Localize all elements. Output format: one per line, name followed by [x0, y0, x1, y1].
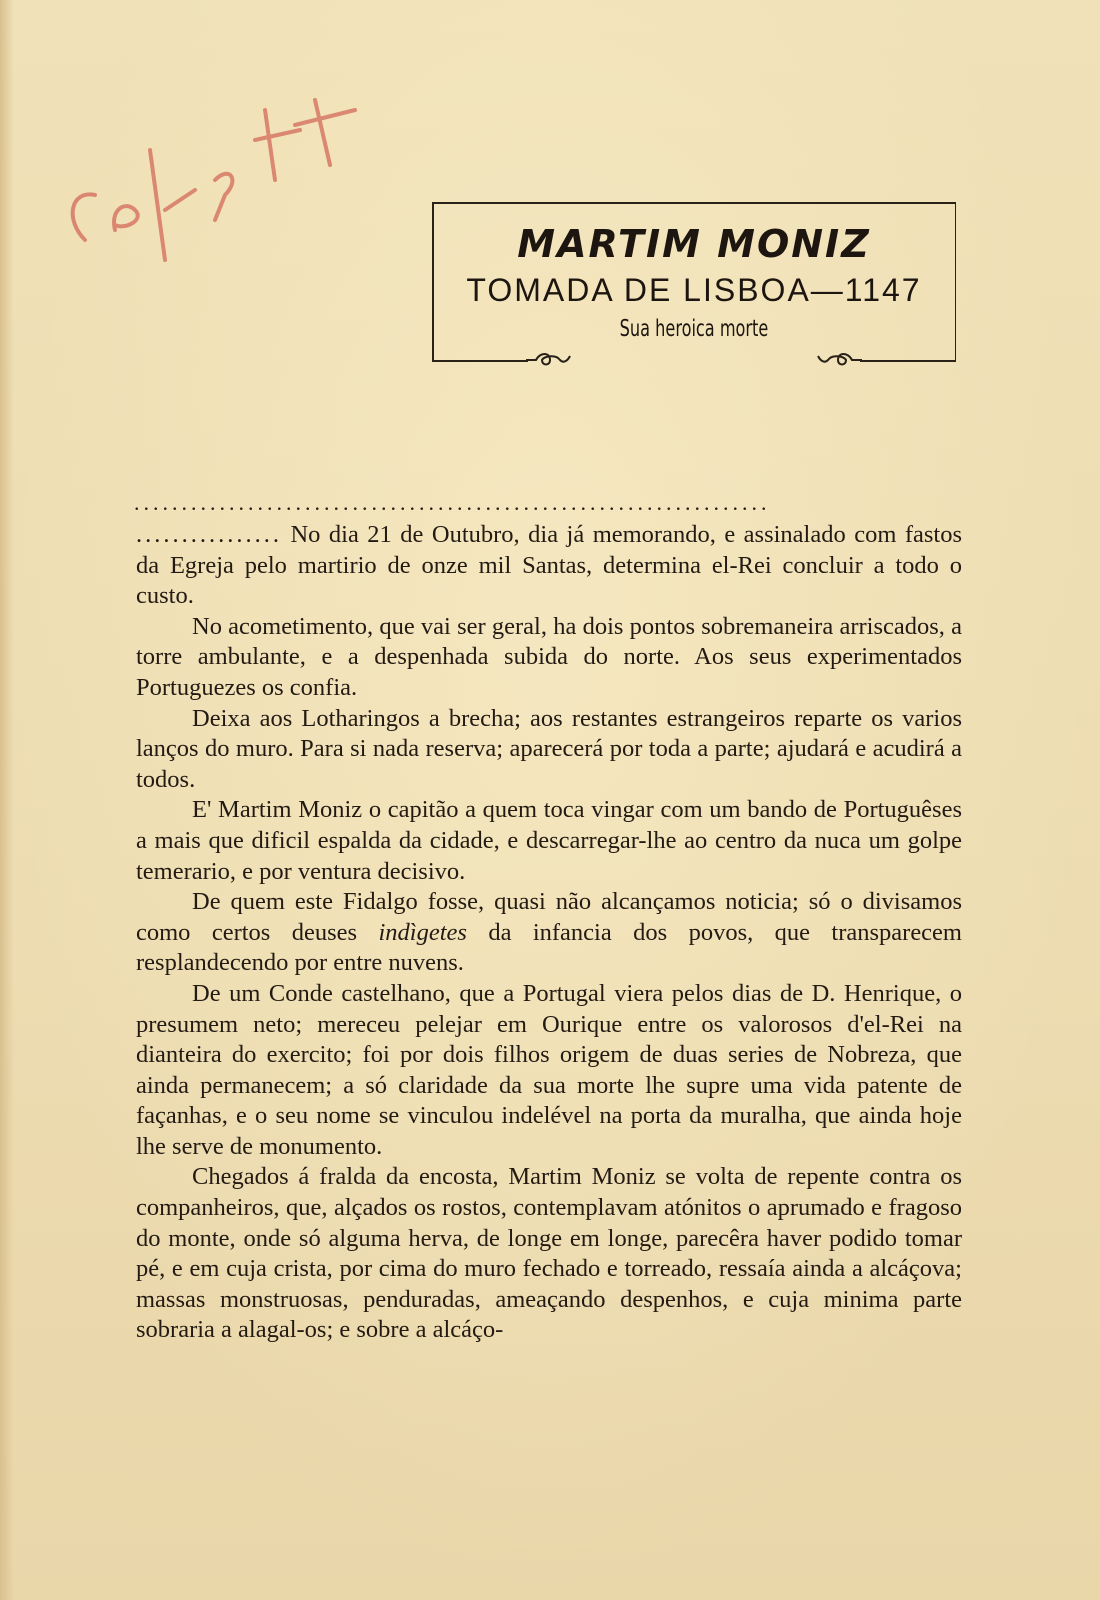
- paragraph-7: Chegados á fralda da encosta, Martim Moniz se volta de repente contra os companheiros, que, alçados os rostos, contemplavam atónitos o aprumado e fragoso do monte, onde só alguma herva, de longe em longe, parecêra haver podido tomar pé, e em cuja crista, por cima do muro fechado e torreado, ressaía ainda a alcáçova; massas monstruosas, penduradas, ameaçando despenhos, e cuja minima parte sobraria a alagal-os; e sobre a alcáço-: [136, 1163, 962, 1344]
- dotted-separator: ...................................................................: [134, 490, 771, 510]
- paragraph-1-text: No dia 21 de Outubro, dia já memorando, e assinalado com fastos da Egreja pelo martirio de onze mil Santas, determina el-Rei concluir a todo o custo.: [136, 521, 963, 610]
- leader-dots: ................: [136, 521, 282, 548]
- ink-stamp-mark: [55, 70, 385, 300]
- paragraph-5-after: da infancia dos povos, que transparecem resplandecendo por entre nuvens.: [136, 918, 962, 977]
- page-title: MARTIM MONIZ: [517, 222, 871, 266]
- flourish-left-icon: [526, 348, 572, 370]
- paragraph-5: [136, 887, 962, 979]
- paragraph-5-before: De quem este Fidalgo fosse, quasi não alcançamos noticia; só o divisamos como certos deuses: [136, 888, 962, 946]
- title-frame: [432, 202, 956, 362]
- page-edge-shadow: [0, 0, 14, 1600]
- flourish-right-icon: [816, 348, 862, 370]
- paragraph-3: Deixa aos Lotharingos a brecha; aos restantes estrangeiros reparte os varios lanços do muro. Para si nada reserva; aparecerá por toda a parte; ajudará e acudirá a todos.: [136, 704, 962, 793]
- page-subtitle: TOMADA DE LISBOA—1147: [466, 272, 922, 308]
- paragraph-2: No acometimento, que vai ser geral, ha dois pontos sobremaneira arriscados, a torre ambulante, e a despenhada subida do norte. Aos seus experimentados Portuguezes os confia.: [136, 612, 962, 701]
- frame-bottom-left-rule: [432, 360, 528, 362]
- body-text: [136, 520, 962, 1346]
- page-caption: Sua heroica morte: [619, 316, 769, 342]
- paragraph-1: [136, 520, 962, 612]
- paragraph-4: E' Martim Moniz o capitão a quem toca vingar com um bando de Portuguêses a mais que dificil espalda da cidade, e descarregar-lhe ao centro da nuca um golpe temerario, e por ventura decisivo.: [136, 796, 962, 885]
- frame-top-rule: [432, 202, 956, 204]
- paragraph-6: De um Conde castelhano, que a Portugal viera pelos dias de D. Henrique, o presumem neto; mereceu pelejar em Ourique entre os valorosos d'el-Rei na dianteira do exercito; foi por dois filhos origem de duas series de Nobreza, que ainda permanecem; a só claridade da sua morte lhe supre uma vida patente de façanhas, e o seu nome se vinculou indelével na porta da muralha, que ainda hoje lhe serve de monumento.: [136, 979, 962, 1160]
- frame-bottom-right-rule: [860, 360, 956, 362]
- italic-word: indìgetes: [378, 918, 467, 946]
